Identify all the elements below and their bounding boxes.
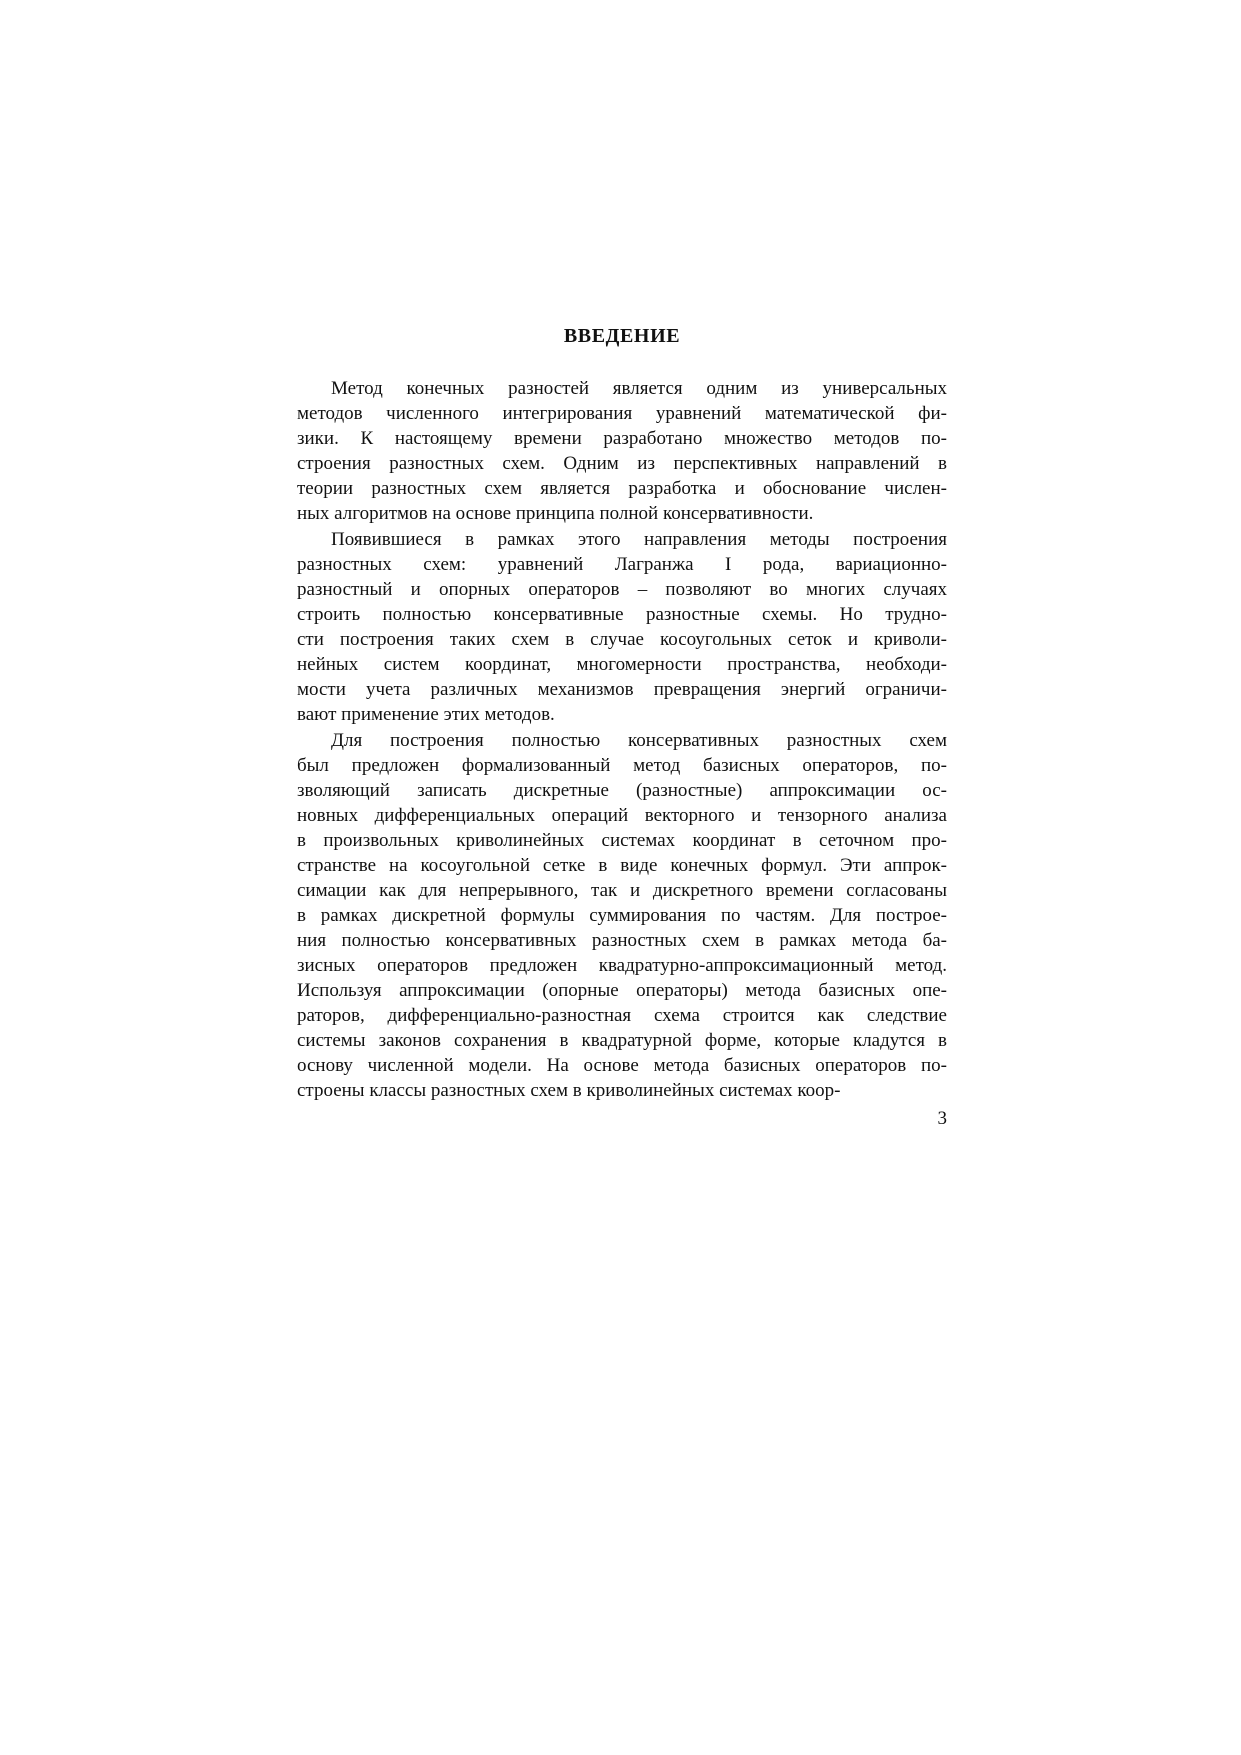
paragraph: [297, 728, 947, 1103]
text-line: сти построения таких схем в случае косоугольных сеток и криволи-: [297, 629, 947, 650]
text-line: зволяющий записать дискретные (разностные) аппроксимации ос-: [297, 780, 947, 801]
text-line: был предложен формализованный метод базисных операторов, по-: [297, 755, 947, 776]
text-line: раторов, дифференциально-разностная схема строится как следствие: [297, 1005, 947, 1026]
text-line: Используя аппроксимации (опорные операторы) метода базисных опе-: [297, 980, 947, 1001]
text-line: зисных операторов предложен квадратурно-аппроксимационный метод.: [297, 955, 947, 976]
text-block: [297, 316, 947, 1104]
body-text: [297, 376, 947, 1103]
text-line: странстве на косоугольной сетке в виде конечных формул. Эти аппрок-: [297, 855, 947, 876]
page-number: 3: [937, 1108, 947, 1129]
paragraph: [297, 527, 947, 727]
text-line: в произвольных криволинейных системах координат в сеточном про-: [297, 830, 947, 851]
text-line: симации как для непрерывного, так и дискретного времени согласованы: [297, 880, 947, 901]
text-line: мости учета различных механизмов превращения энергий ограничи-: [297, 679, 947, 700]
text-line: Появившиеся в рамках этого направления методы построения: [331, 529, 947, 550]
text-line: вают применение этих методов.: [297, 704, 555, 725]
text-line: строены классы разностных схем в криволинейных системах коор-: [297, 1080, 841, 1101]
text-line: разностных схем: уравнений Лагранжа I рода, вариационно-: [297, 554, 947, 575]
text-line: строения разностных схем. Одним из перспективных направлений в: [297, 453, 947, 474]
text-line: системы законов сохранения в квадратурной форме, которые кладутся в: [297, 1030, 947, 1051]
text-line: теории разностных схем является разработка и обоснование числен-: [297, 478, 947, 499]
text-line: ных алгоритмов на основе принципа полной консервативности.: [297, 503, 814, 524]
text-line: Для построения полностью консервативных разностных схем: [331, 730, 947, 751]
text-line: разностный и опорных операторов – позволяют во многих случаях: [297, 579, 947, 600]
text-line: Метод конечных разностей является одним из универсальных: [331, 378, 947, 399]
text-line: ния полностью консервативных разностных схем в рамках метода ба-: [297, 930, 947, 951]
paragraph: [297, 376, 947, 526]
text-line: основу численной модели. На основе метода базисных операторов по-: [297, 1055, 947, 1076]
text-line: новных дифференциальных операций векторного и тензорного анализа: [297, 805, 947, 826]
text-line: строить полностью консервативные разностные схемы. Но трудно-: [297, 604, 947, 625]
section-heading: ВВЕДЕНИЕ: [563, 325, 681, 347]
text-line: в рамках дискретной формулы суммирования по частям. Для построе-: [297, 905, 947, 926]
text-line: нейных систем координат, многомерности пространства, необходи-: [297, 654, 947, 675]
text-line: зики. К настоящему времени разработано множество методов по-: [297, 428, 947, 449]
text-line: методов численного интегрирования уравнений математической фи-: [297, 403, 947, 424]
